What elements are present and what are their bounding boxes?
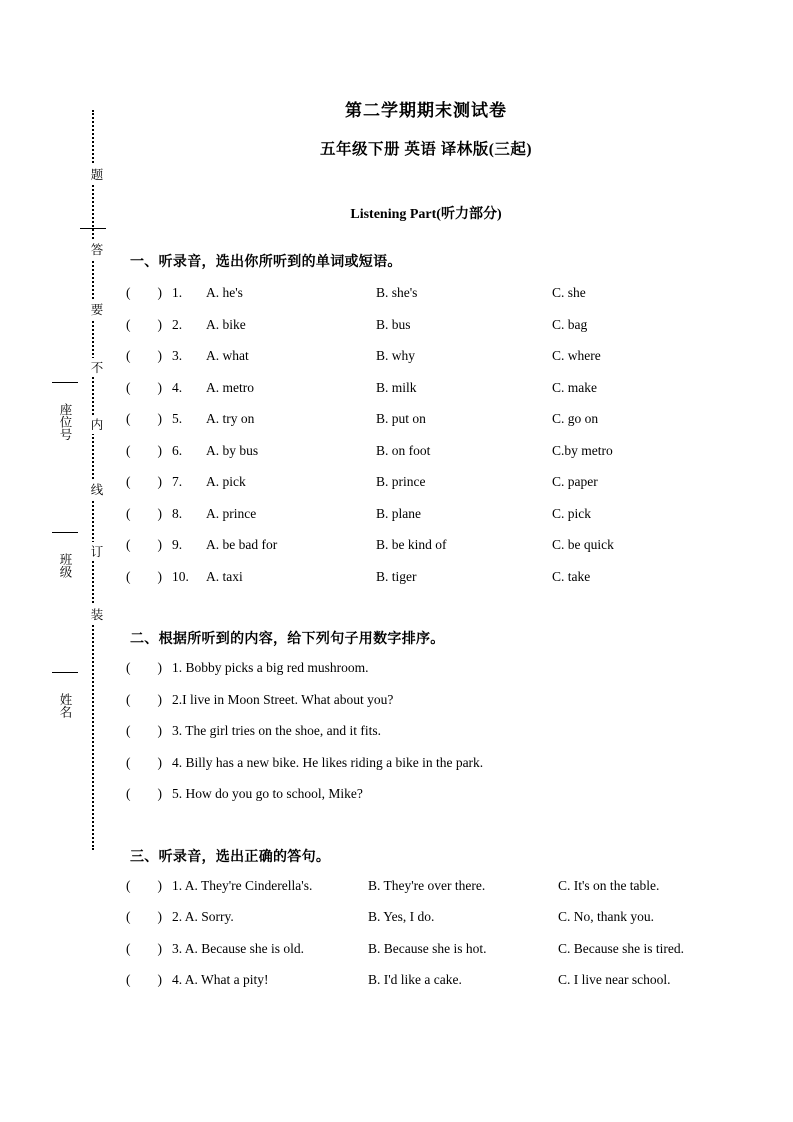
option-a[interactable]: 4. A. What a pity! (172, 972, 269, 987)
option-c[interactable]: C. take (552, 568, 591, 584)
answer-blank[interactable]: ( ) (126, 909, 162, 924)
seal-field-name-line (52, 672, 78, 673)
page-title: 第二学期期末测试卷 (345, 101, 507, 120)
seal-line-margin (58, 110, 118, 850)
seal-label-zhuang: 装 (84, 605, 102, 624)
option-c[interactable]: C. It's on the table. (558, 877, 660, 893)
answer-blank[interactable]: ( ) (126, 754, 162, 770)
item-number: 1. (172, 285, 183, 300)
option-b[interactable]: B. put on (376, 411, 426, 426)
table-row (126, 569, 726, 601)
option-c[interactable]: C. where (552, 348, 601, 363)
answer-blank[interactable]: ( ) (126, 568, 162, 584)
answer-blank[interactable]: ( ) (126, 877, 162, 893)
question-3-heading: 三、听录音，选出正确的答句。 (130, 849, 331, 865)
answer-blank[interactable]: ( ) (126, 316, 162, 332)
answer-blank[interactable]: ( ) (126, 348, 162, 363)
table-row (126, 506, 726, 538)
item-number: 4. (172, 379, 183, 395)
answer-blank[interactable]: ( ) (126, 285, 162, 300)
seal-label-yao: 要 (84, 300, 102, 319)
option-b[interactable]: B. she's (376, 285, 418, 300)
option-b[interactable]: B. Yes, I do. (368, 909, 435, 924)
option-b[interactable]: B. why (376, 348, 416, 363)
question-2-sentences (126, 660, 726, 818)
sentence-text: 4. Billy has a new bike. He likes riding a bike in the park. (172, 754, 484, 770)
answer-blank[interactable]: ( ) (126, 537, 162, 552)
table-row (126, 941, 726, 973)
item-number: 8. (172, 505, 183, 521)
option-a[interactable]: A. by bus (206, 442, 259, 458)
answer-blank[interactable]: ( ) (126, 379, 162, 395)
seal-field-name: 姓名 (56, 690, 74, 721)
item-number: 5. (172, 411, 183, 426)
option-c[interactable]: C. Because she is tired. (558, 940, 684, 956)
list-item (126, 755, 726, 787)
section-listening-part: Listening Part(听力部分) (350, 207, 502, 222)
option-b[interactable]: B. on foot (376, 442, 431, 458)
option-c[interactable]: C. I live near school. (558, 972, 671, 987)
answer-blank[interactable]: ( ) (126, 786, 162, 801)
option-b[interactable]: B. plane (376, 505, 421, 521)
item-number: 3. (172, 348, 183, 363)
option-b[interactable]: B. bus (376, 316, 411, 332)
option-c[interactable]: C. make (552, 379, 597, 395)
option-a[interactable]: A. metro (206, 379, 254, 395)
seal-label-ding: 订 (84, 542, 102, 561)
seal-label-da: 答 (84, 240, 102, 259)
option-c[interactable]: C.by metro (552, 442, 613, 458)
answer-blank[interactable]: ( ) (126, 723, 162, 738)
answer-blank[interactable]: ( ) (126, 474, 162, 489)
list-item (126, 786, 726, 818)
option-a[interactable]: 2. A. Sorry. (172, 909, 234, 924)
option-a[interactable]: A. bike (206, 316, 246, 332)
list-item (126, 660, 726, 692)
seal-field-seat-line (52, 382, 78, 383)
option-a[interactable]: A. taxi (206, 568, 243, 584)
option-b[interactable]: B. tiger (376, 568, 417, 584)
option-a[interactable]: A. be bad for (206, 537, 278, 552)
page-subtitle: 五年级下册 英语 译林版(三起) (319, 141, 533, 158)
seal-field-class-line (52, 532, 78, 533)
sentence-text: 2.I live in Moon Street. What about you? (172, 691, 394, 707)
table-row (126, 537, 726, 569)
answer-blank[interactable]: ( ) (126, 442, 162, 458)
option-a[interactable]: 1. A. They're Cinderella's. (172, 877, 313, 893)
seal-label-nei: 内 (84, 415, 102, 434)
answer-blank[interactable]: ( ) (126, 411, 162, 426)
option-c[interactable]: C. pick (552, 505, 591, 521)
answer-blank[interactable]: ( ) (126, 660, 162, 675)
table-row (126, 411, 726, 443)
option-a[interactable]: A. he's (206, 285, 243, 300)
option-b[interactable]: B. Because she is hot. (368, 940, 487, 956)
option-b[interactable]: B. They're over there. (368, 877, 486, 893)
item-number: 9. (172, 537, 183, 552)
item-number: 2. (172, 316, 183, 332)
option-a[interactable]: 3. A. Because she is old. (172, 940, 304, 956)
option-c[interactable]: C. she (552, 285, 586, 300)
sentence-text: 1. Bobby picks a big red mushroom. (172, 660, 369, 675)
option-b[interactable]: B. I'd like a cake. (368, 972, 462, 987)
table-row (126, 878, 726, 910)
option-c[interactable]: C. go on (552, 411, 599, 426)
item-number: 7. (172, 474, 183, 489)
answer-blank[interactable]: ( ) (126, 691, 162, 707)
table-row (126, 348, 726, 380)
question-3-options (126, 878, 726, 1004)
option-c[interactable]: C. No, thank you. (558, 909, 654, 924)
table-row (126, 443, 726, 475)
option-a[interactable]: A. try on (206, 411, 255, 426)
seal-divider-1 (80, 228, 106, 229)
option-c[interactable]: C. be quick (552, 537, 614, 552)
option-b[interactable]: B. prince (376, 474, 426, 489)
sentence-text: 5. How do you go to school, Mike? (172, 786, 363, 801)
seal-label-xian: 线 (84, 480, 102, 499)
table-row (126, 285, 726, 317)
question-1-options (126, 285, 726, 600)
item-number: 6. (172, 442, 183, 458)
option-c[interactable]: C. bag (552, 316, 588, 332)
seal-label-bu: 不 (84, 358, 102, 377)
option-a[interactable]: A. pick (206, 474, 246, 489)
list-item (126, 692, 726, 724)
table-row (126, 317, 726, 349)
question-2-heading: 二、根据所听到的内容，给下列句子用数字排序。 (130, 632, 445, 647)
option-b[interactable]: B. milk (376, 379, 417, 395)
option-c[interactable]: C. paper (552, 474, 598, 489)
exam-paper-body (126, 96, 726, 1004)
option-a[interactable]: A. what (206, 348, 249, 363)
table-row (126, 380, 726, 412)
table-row (126, 972, 726, 1004)
option-b[interactable]: B. be kind of (376, 537, 447, 552)
table-row (126, 909, 726, 941)
sentence-text: 3. The girl tries on the shoe, and it fits. (172, 723, 381, 738)
answer-blank[interactable]: ( ) (126, 940, 162, 956)
seal-label-ti: 题 (84, 165, 102, 184)
seal-field-class: 班级 (56, 550, 74, 581)
answer-blank[interactable]: ( ) (126, 972, 162, 987)
table-row (126, 474, 726, 506)
list-item (126, 723, 726, 755)
answer-blank[interactable]: ( ) (126, 505, 162, 521)
question-1-heading: 一、听录音，选出你所听到的单词或短语。 (130, 255, 402, 270)
seal-field-seat-number: 座位号 (56, 400, 74, 444)
item-number: 10. (172, 568, 189, 584)
option-a[interactable]: A. prince (206, 505, 257, 521)
